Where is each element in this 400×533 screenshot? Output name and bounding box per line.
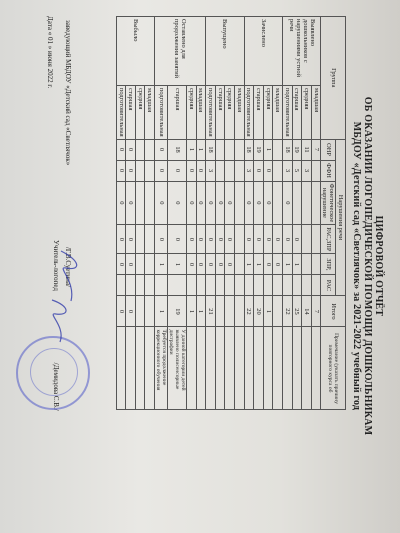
- value-cell: [235, 181, 245, 225]
- value-cell: [273, 139, 283, 160]
- value-cell: 1: [196, 139, 206, 160]
- age-group: средняя: [135, 86, 145, 140]
- value-cell: [225, 139, 235, 160]
- value-cell: 0: [126, 225, 136, 254]
- header-ras: РАС: [321, 275, 336, 296]
- value-cell: 0: [206, 225, 216, 254]
- value-cell: [302, 225, 312, 254]
- value-cell: 0: [254, 160, 264, 181]
- total-cell: 22: [244, 296, 254, 327]
- value-cell: 0: [187, 254, 197, 275]
- value-cell: [292, 275, 302, 296]
- note-cell: Требуется продолжение коррекционного обучения: [155, 327, 168, 410]
- table-header-row: [336, 17, 346, 410]
- age-group: старшая: [292, 86, 302, 140]
- value-cell: 1: [244, 254, 254, 275]
- value-cell: [215, 160, 225, 181]
- value-cell: [311, 160, 321, 181]
- header-total: Итого: [321, 296, 346, 327]
- value-cell: [263, 275, 273, 296]
- age-group: старшая: [215, 86, 225, 140]
- total-cell: 25: [292, 296, 302, 327]
- total-cell: 19: [168, 296, 187, 327]
- value-cell: 7: [311, 139, 321, 160]
- value-cell: 18: [206, 139, 216, 160]
- value-cell: [235, 225, 245, 254]
- value-cell: 0: [155, 139, 168, 160]
- note-cell: [263, 327, 273, 410]
- signature-teacher-icon: [44, 296, 72, 346]
- value-cell: 18: [244, 139, 254, 160]
- value-cell: 1: [263, 139, 273, 160]
- age-group: младшая: [196, 86, 206, 140]
- value-cell: [273, 181, 283, 225]
- value-cell: 0: [215, 254, 225, 275]
- value-cell: [311, 254, 321, 275]
- note-cell: [116, 327, 126, 410]
- total-cell: [215, 296, 225, 327]
- age-group: старшая: [168, 86, 187, 140]
- value-cell: 0: [155, 160, 168, 181]
- age-group: средняя: [225, 86, 235, 140]
- header-zpr: ЗПР,: [321, 254, 336, 275]
- section-name: Выявлено дошкольников с нарушениями устной речи: [283, 17, 321, 86]
- note-cell: [244, 327, 254, 410]
- value-cell: 0: [283, 225, 293, 254]
- value-cell: [145, 181, 155, 225]
- value-cell: [215, 139, 225, 160]
- value-cell: [135, 225, 145, 254]
- report-sheet: [10, 6, 390, 526]
- value-cell: 3: [206, 160, 216, 181]
- value-cell: 1: [155, 254, 168, 275]
- value-cell: [145, 160, 155, 181]
- value-cell: 0: [273, 254, 283, 275]
- total-cell: 1: [263, 296, 273, 327]
- value-cell: 0: [126, 181, 136, 225]
- report-table: [116, 16, 346, 410]
- value-cell: 3: [302, 160, 312, 181]
- value-cell: [273, 160, 283, 181]
- note-cell: [292, 327, 302, 410]
- value-cell: [196, 275, 206, 296]
- value-cell: [225, 275, 235, 296]
- value-cell: 0: [273, 225, 283, 254]
- footer-head-name: /Г.В.Суетина/: [64, 246, 72, 287]
- value-cell: 0: [126, 160, 136, 181]
- report-title: [351, 6, 384, 526]
- value-cell: 5: [292, 160, 302, 181]
- total-cell: [235, 296, 245, 327]
- value-cell: 0: [187, 181, 197, 225]
- value-cell: 1: [187, 139, 197, 160]
- value-cell: 0: [215, 181, 225, 225]
- value-cell: [235, 275, 245, 296]
- value-cell: [206, 275, 216, 296]
- value-cell: 0: [215, 225, 225, 254]
- value-cell: 0: [168, 160, 187, 181]
- note-cell: У данной категории детей выявлено полисенсорные дисграфии: [168, 327, 187, 410]
- value-cell: [145, 139, 155, 160]
- value-cell: 3: [283, 160, 293, 181]
- value-cell: [168, 275, 187, 296]
- value-cell: 0: [196, 225, 206, 254]
- value-cell: 0: [116, 139, 126, 160]
- value-cell: 0: [206, 181, 216, 225]
- value-cell: 0: [155, 181, 168, 225]
- age-group: подготовительная: [206, 86, 216, 140]
- total-cell: [135, 296, 145, 327]
- value-cell: [225, 160, 235, 181]
- value-cell: 0: [254, 225, 264, 254]
- age-group: подготовительная: [155, 86, 168, 140]
- table-row: [196, 17, 206, 410]
- total-cell: 22: [283, 296, 293, 327]
- section-name: Зачислено: [244, 17, 282, 86]
- age-group: младшая: [235, 86, 245, 140]
- value-cell: [235, 139, 245, 160]
- value-cell: 0: [254, 181, 264, 225]
- value-cell: [311, 225, 321, 254]
- value-cell: 0: [187, 225, 197, 254]
- value-cell: 0: [196, 254, 206, 275]
- note-cell: [302, 327, 312, 410]
- value-cell: 0: [292, 225, 302, 254]
- age-group: младшая: [145, 86, 155, 140]
- age-group: младшая: [273, 86, 283, 140]
- value-cell: 0: [126, 254, 136, 275]
- title-line-1: ЦИФРОВОЙ ОТЧЁТ: [373, 215, 384, 317]
- header-ffn: ФФН: [321, 160, 336, 181]
- value-cell: [273, 275, 283, 296]
- value-cell: 0: [263, 160, 273, 181]
- total-cell: [145, 296, 155, 327]
- total-cell: 7: [311, 296, 321, 327]
- total-cell: 0: [116, 296, 126, 327]
- age-group: младшая: [311, 86, 321, 140]
- value-cell: 1: [254, 254, 264, 275]
- value-cell: 3: [244, 160, 254, 181]
- value-cell: 19: [292, 139, 302, 160]
- note-cell: [273, 327, 283, 410]
- value-cell: 0: [116, 254, 126, 275]
- note-cell: [145, 327, 155, 410]
- value-cell: [145, 225, 155, 254]
- value-cell: 0: [196, 181, 206, 225]
- total-cell: 21: [206, 296, 216, 327]
- value-cell: [215, 275, 225, 296]
- table-body: [116, 17, 321, 410]
- note-cell: [187, 327, 197, 410]
- note-cell: [126, 327, 136, 410]
- total-cell: 0: [126, 296, 136, 327]
- value-cell: 0: [116, 181, 126, 225]
- note-cell: [254, 327, 264, 410]
- value-cell: [187, 275, 197, 296]
- value-cell: [145, 275, 155, 296]
- header-onr: ОНР: [321, 139, 336, 160]
- title-line-3: МБДОУ «Детский сад «Светлячок» за 2021-2022 учебный год: [351, 121, 362, 411]
- value-cell: 0: [244, 225, 254, 254]
- value-cell: 0: [263, 225, 273, 254]
- total-cell: [225, 296, 235, 327]
- value-cell: 0: [168, 181, 187, 225]
- note-cell: [283, 327, 293, 410]
- value-cell: [235, 160, 245, 181]
- table-row: [145, 17, 155, 410]
- section-name: Оставлено для продолжения занятий: [155, 17, 206, 86]
- value-cell: [311, 275, 321, 296]
- value-cell: 0: [244, 181, 254, 225]
- value-cell: [116, 275, 126, 296]
- value-cell: 0: [283, 181, 293, 225]
- note-cell: [196, 327, 206, 410]
- title-line-2: ОБ ОКАЗАНИИ ЛОГОПЕДИЧЕСКОЙ ПОМОЩИ ДОШКОЛЬНИКАМ: [362, 96, 373, 436]
- value-cell: [302, 275, 312, 296]
- age-group: средняя: [187, 86, 197, 140]
- table-row: [235, 17, 245, 410]
- note-cell: [135, 327, 145, 410]
- value-cell: 0: [126, 139, 136, 160]
- section-name: Выпущено: [206, 17, 244, 86]
- value-cell: 18: [283, 139, 293, 160]
- note-cell: [235, 327, 245, 410]
- value-cell: [235, 254, 245, 275]
- value-cell: [135, 254, 145, 275]
- value-cell: [126, 275, 136, 296]
- note-cell: [225, 327, 235, 410]
- value-cell: 0: [225, 181, 235, 225]
- value-cell: [302, 181, 312, 225]
- note-cell: [215, 327, 225, 410]
- footer-teacher-label: Учитель-логопед: [52, 240, 60, 291]
- value-cell: 1: [168, 254, 187, 275]
- table-row: [311, 17, 321, 410]
- value-cell: 1: [283, 254, 293, 275]
- value-cell: [311, 181, 321, 225]
- value-cell: 11: [302, 139, 312, 160]
- header-group: Группа: [321, 17, 346, 140]
- value-cell: 0: [206, 254, 216, 275]
- value-cell: 0: [116, 160, 126, 181]
- header-fon: Фонетическое нарушение: [321, 181, 336, 225]
- value-cell: [135, 275, 145, 296]
- total-cell: [273, 296, 283, 327]
- report-date: Дата « 01 » июня 2022 г.: [46, 16, 54, 89]
- value-cell: [135, 160, 145, 181]
- value-cell: 18: [168, 139, 187, 160]
- value-cell: 0: [225, 254, 235, 275]
- seal-stamp-icon: [16, 336, 90, 410]
- value-cell: [135, 181, 145, 225]
- value-cell: 0: [187, 160, 197, 181]
- footer-head-label: заведующий МБДОУ «Детский сад «Светлячок»: [64, 20, 72, 166]
- value-cell: 0: [155, 225, 168, 254]
- header-raszpr: РАС,ЗПР: [321, 225, 336, 254]
- total-cell: 1: [155, 296, 168, 327]
- note-cell: [311, 327, 321, 410]
- age-group: старшая: [126, 86, 136, 140]
- value-cell: [292, 181, 302, 225]
- age-group: средняя: [263, 86, 273, 140]
- age-group: средняя: [302, 86, 312, 140]
- value-cell: 0: [225, 225, 235, 254]
- value-cell: [135, 139, 145, 160]
- total-cell: 1: [187, 296, 197, 327]
- value-cell: [244, 275, 254, 296]
- total-cell: 20: [254, 296, 264, 327]
- total-cell: 1: [196, 296, 206, 327]
- note-cell: [206, 327, 216, 410]
- value-cell: [155, 275, 168, 296]
- value-cell: [145, 254, 155, 275]
- value-cell: 0: [263, 181, 273, 225]
- value-cell: 0: [116, 225, 126, 254]
- header-note: Примечание (указать причину повторного курса об: [321, 327, 346, 410]
- age-group: старшая: [254, 86, 264, 140]
- value-cell: [283, 275, 293, 296]
- section-name: Выбыло: [116, 17, 154, 86]
- value-cell: 1: [292, 254, 302, 275]
- age-group: подготовительная: [116, 86, 126, 140]
- age-group: подготовительная: [244, 86, 254, 140]
- value-cell: 19: [254, 139, 264, 160]
- value-cell: 0: [168, 225, 187, 254]
- value-cell: [302, 254, 312, 275]
- footer-teacher-name: /Демидова С.В./: [52, 362, 60, 411]
- value-cell: 0: [263, 254, 273, 275]
- table-row: [273, 17, 283, 410]
- header-disorders: Нарушения речи: [336, 139, 346, 296]
- total-cell: 14: [302, 296, 312, 327]
- age-group: подготовительная: [283, 86, 293, 140]
- value-cell: [254, 275, 264, 296]
- value-cell: 0: [196, 160, 206, 181]
